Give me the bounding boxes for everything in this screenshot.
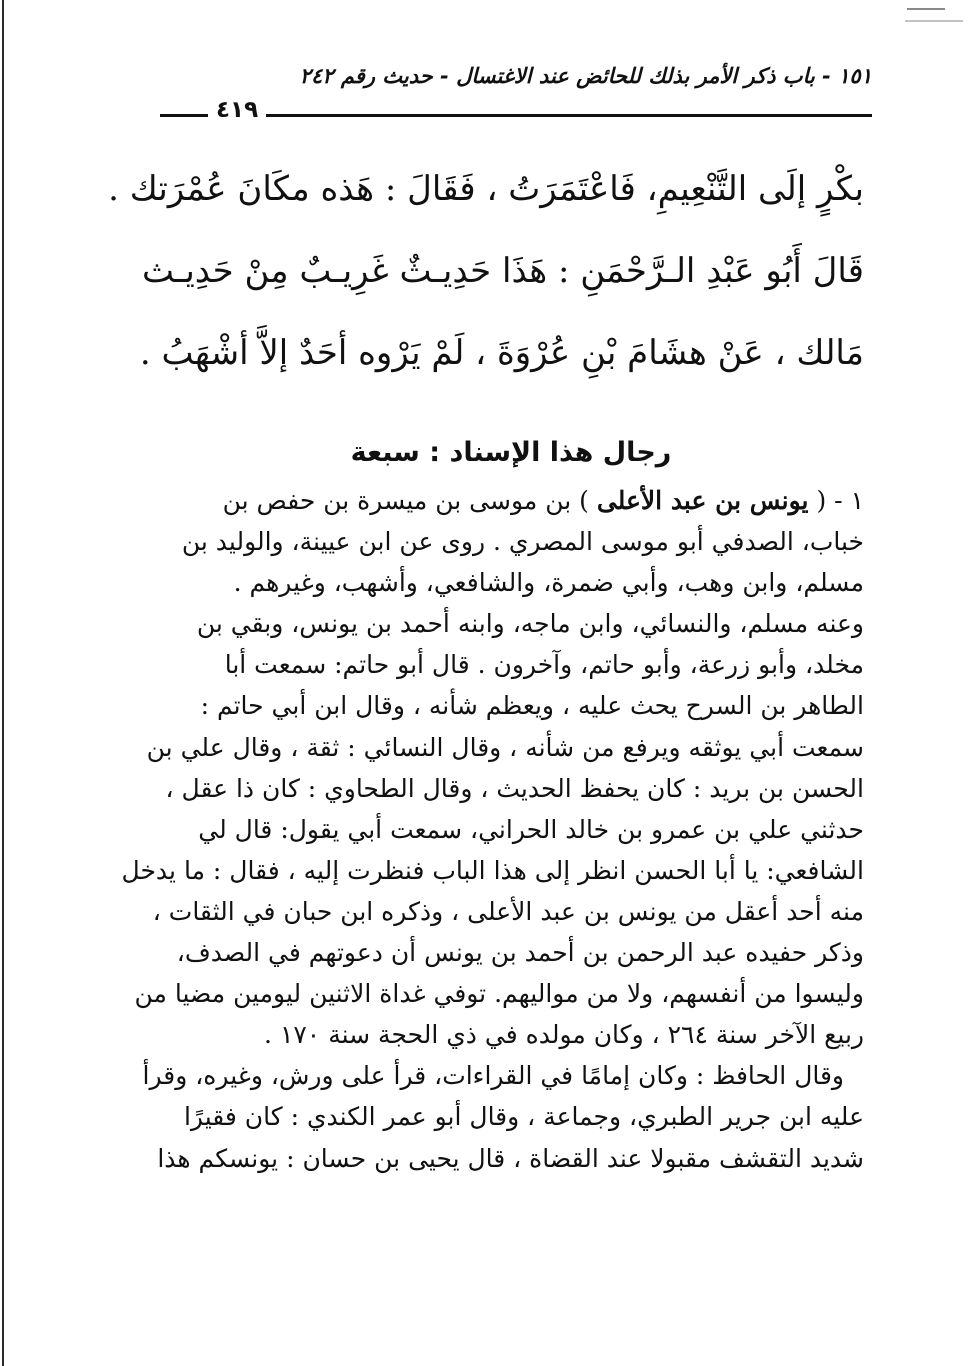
scan-corner-mark	[907, 8, 945, 10]
bio-line: الشافعي: يا أبا الحسن انظر إلى هذا الباب فنظرت إليه ، فقال : ما يدخل	[121, 855, 864, 885]
page-number: ٤١٩	[208, 94, 266, 126]
running-header	[160, 64, 872, 122]
bio-line: وليسوا من أنفسهم، ولا من مواليهم. توفي غداة الاثنين ليومين مضيا من	[134, 979, 864, 1009]
bio-line-first	[158, 480, 864, 521]
section-heading: رجال هذا الإسناد : سبعة	[350, 437, 672, 468]
bio-paragraph-line: وقال الحافظ : وكان إمامًا في القراءات، قرأ على ورش، وغيره، وقرأ	[142, 1061, 844, 1091]
bio-line: وعنه مسلم، والنسائي، وابن ماجه، وابنه أحمد بن يونس، وبقي بن	[196, 609, 864, 639]
hadith-line: بكْرٍ إلَى التَّنْعِيمِ، فَاعْتَمَرَتُ ، فَقَالَ : هَذه مكَانَ عُمْرَتك .	[108, 169, 864, 209]
bio-line: مخلد، وأبو زرعة، وأبو حاتم، وآخرون . قال أبو حاتم: سمعت أبا	[224, 650, 864, 680]
bio-paragraph-line: شديد التقشف مقبولا عند القضاة ، قال يحيى بن حسان : يونسكم هذا	[157, 1143, 864, 1173]
bio-line: سمعت أبي يوثقه ويرفع من شأنه ، وقال النسائي : ثقة ، وقال علي بن	[146, 732, 864, 762]
bio-paragraph-line: عليه ابن جرير الطبري، وجماعة ، وقال أبو عمر الكندي : كان فقيرًا	[183, 1102, 864, 1132]
header-rule	[160, 114, 872, 117]
hadith-text	[108, 148, 864, 394]
bio-line: منه أحد أعقل من يونس بن عبد الأعلى ، وذكره ابن حبان في الثقات ،	[152, 896, 864, 926]
narrator-name: يونس بن عبد الأعلى	[596, 486, 809, 515]
bio-line: ربيع الآخر سنة ٢٦٤ ، وكان مولده في ذي الحجة سنة ١٧٠ .	[264, 1020, 864, 1050]
narrator-biography	[121, 480, 864, 1179]
bio-line: الحسن بن بريد : كان يحفظ الحديث ، وقال الطحاوي : كان ذا عقل ،	[165, 773, 864, 803]
header-title: ١٥١ - باب ذكر الأمر بذلك للحائض عند الاغتسال - حديث رقم ٢٤٢	[299, 64, 872, 88]
bio-line: الطاهر بن السرح يحث عليه ، ويعظم شأنه ، وقال ابن أبي حاتم :	[200, 691, 864, 721]
hadith-line: قَالَ أَبُو عَبْدِ الـرَّحْمَنِ : هَذَا حَدِيـثٌ غَرِيـبٌ مِنْ حَدِيـث	[141, 251, 864, 291]
scan-edge-line	[2, 0, 4, 1366]
bio-line: مسلم، وابن وهب، وأبي ضمرة، والشافعي، وأشهب، وغيرهم .	[233, 568, 864, 598]
scan-corner-mark	[905, 20, 963, 22]
hadith-line: مَالك ، عَنْ هشَامَ بْنِ عُرْوَةَ ، لَمْ يَرْوه أحَدٌ إلاَّ أشْهَبُ .	[139, 333, 864, 373]
entry-lineage: ) بن موسى بن ميسرة بن حفص بن	[222, 486, 589, 515]
bio-line: حدثني علي بن عمرو بن خالد الحراني، سمعت أبي يقول: قال لي	[198, 814, 864, 844]
bio-line: خباب، الصدفي أبو موسى المصري . روى عن ابن عيينة، والوليد بن	[181, 527, 864, 557]
entry-number: ١ - (	[816, 486, 864, 515]
bio-line: وذكر حفيده عبد الرحمن بن أحمد بن يونس أن دعوتهم في الصدف،	[176, 938, 864, 968]
